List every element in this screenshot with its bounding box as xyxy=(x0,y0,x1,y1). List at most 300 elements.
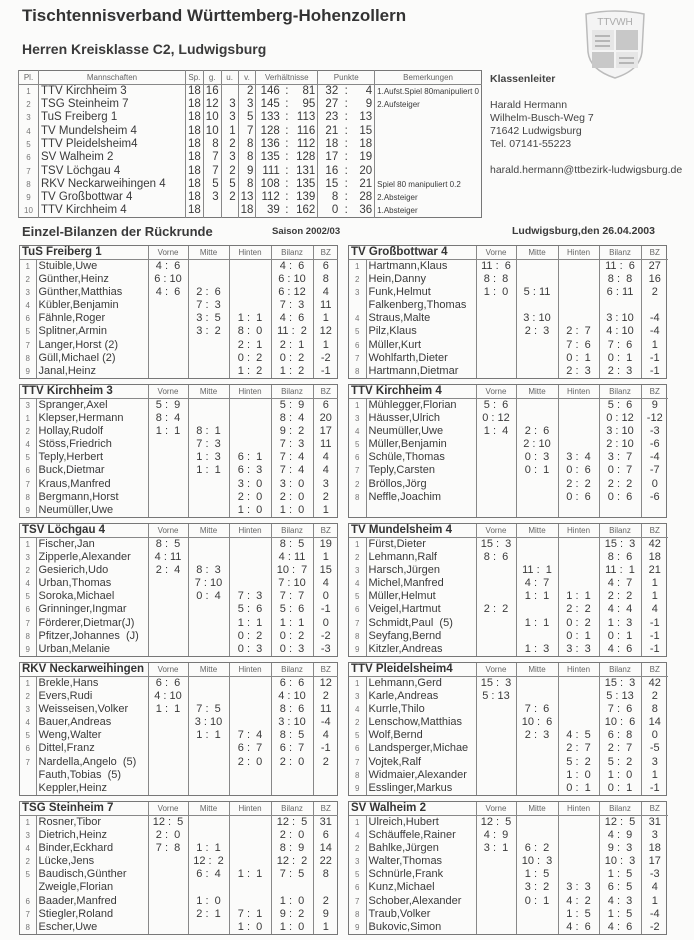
bz-value: 17 xyxy=(313,425,338,438)
score-bilanz: 6 : 10 xyxy=(271,273,313,286)
player-name: Lücke,Jens xyxy=(36,855,148,868)
score-hinten: 6 : 3 xyxy=(229,464,271,477)
score-mitte xyxy=(188,616,229,629)
score-vorne: 4 : 10 xyxy=(148,690,188,703)
score-bilanz: 0 : 1 xyxy=(599,782,641,795)
stat-sp: 18 xyxy=(186,111,204,124)
player-number xyxy=(20,881,36,894)
team-header-row xyxy=(349,524,668,538)
season-label: Saison 2002/03 xyxy=(272,226,341,237)
ratio-separator: : xyxy=(285,98,289,111)
score-vorne xyxy=(476,438,516,451)
player-name: Hartmann,Klaus xyxy=(366,260,476,274)
player-number: 3 xyxy=(25,705,30,715)
bz-value: -1 xyxy=(313,742,338,755)
stat-sp: 18 xyxy=(186,178,204,191)
player-row xyxy=(349,425,668,438)
team-name: TV Großbottwar 4 xyxy=(39,191,186,204)
player-name: Widmaier,Alexander xyxy=(366,769,476,782)
player-name: Kunz,Michael xyxy=(366,881,476,894)
score-bilanz: 4 : 6 xyxy=(271,260,313,274)
player-number: 7 xyxy=(355,896,360,906)
score-mitte xyxy=(516,338,558,351)
score-vorne xyxy=(476,703,516,716)
player-row xyxy=(20,577,338,590)
score-bilanz: 0 : 6 xyxy=(599,491,641,504)
score-hinten xyxy=(558,816,599,830)
column-header-bz: BZ xyxy=(641,524,668,538)
ratio-won: 146 xyxy=(256,85,282,99)
ratio-won: 111 xyxy=(256,164,282,177)
column-header-hinten: Hinten xyxy=(229,802,271,816)
column-header-mitte: Mitte xyxy=(188,246,229,260)
score-bilanz: 7 : 10 xyxy=(271,577,313,590)
score-bilanz: 7 : 6 xyxy=(599,703,641,716)
column-header-hinten: Hinten xyxy=(229,385,271,399)
bz-value: -3 xyxy=(641,425,668,438)
player-name: Karle,Andreas xyxy=(366,690,476,703)
team-name: SV Walheim 2 xyxy=(349,802,476,816)
player-number: 3 xyxy=(25,831,30,841)
stat-g: 7 xyxy=(203,151,221,164)
player-name: Neumüller,Uwe xyxy=(36,504,148,517)
column-header-bz: BZ xyxy=(313,802,338,816)
place: 5 xyxy=(19,138,39,151)
player-name: Walter,Thomas xyxy=(366,855,476,868)
score-hinten xyxy=(229,273,271,286)
player-name: Zipperle,Alexander xyxy=(36,551,148,564)
bz-value: 1 xyxy=(313,504,338,517)
bz-value: -1 xyxy=(641,782,668,795)
bz-value: 11 xyxy=(313,299,338,312)
score-mitte: 2 : 6 xyxy=(516,425,558,438)
player-row xyxy=(349,881,668,894)
column-header-mitte: Mitte xyxy=(516,663,558,677)
bz-value: -1 xyxy=(313,365,338,378)
bz-value: -7 xyxy=(641,464,668,477)
column-header-bilanz: Bilanz xyxy=(599,385,641,399)
player-number: 6 xyxy=(355,340,360,350)
contact-name: Harald Hermann xyxy=(490,99,568,111)
player-name: Bukovic,Simon xyxy=(366,921,476,934)
stat-sp: 18 xyxy=(186,191,204,204)
score-hinten xyxy=(558,504,599,517)
player-row xyxy=(20,881,338,894)
ratio-lost: 113 xyxy=(296,111,316,124)
player-name: Escher,Uwe xyxy=(36,921,148,934)
player-number: 6 xyxy=(25,605,30,615)
player-number: 7 xyxy=(355,618,360,628)
player-name: Förderer,Dietmar(J) xyxy=(36,616,148,629)
player-row xyxy=(20,643,338,656)
score-vorne xyxy=(148,325,188,338)
player-row xyxy=(349,464,668,477)
stat-v: 7 xyxy=(238,125,256,138)
player-name: Lenschow,Matthias xyxy=(366,716,476,729)
score-hinten: 1 : 1 xyxy=(229,312,271,325)
bz-value: 14 xyxy=(641,716,668,729)
player-number: 5 xyxy=(25,592,30,602)
score-mitte xyxy=(516,538,558,552)
points-won: 16 xyxy=(318,164,340,177)
team-name: TSV Löchgau 4 xyxy=(39,164,186,177)
score-bilanz: 9 : 2 xyxy=(271,908,313,921)
score-hinten xyxy=(229,577,271,590)
player-name: Fauth,Tobias (5) xyxy=(36,769,148,782)
ratio-lost: 112 xyxy=(296,138,316,151)
player-name: Pilz,Klaus xyxy=(366,325,476,338)
score-bilanz: 3 : 10 xyxy=(599,425,641,438)
score-bilanz: 7 : 7 xyxy=(271,590,313,603)
bz-value: 11 xyxy=(313,438,338,451)
score-mitte: 10 : 6 xyxy=(516,716,558,729)
stat-u: 1 xyxy=(221,125,238,138)
player-row xyxy=(349,564,668,577)
player-row xyxy=(349,908,668,921)
player-row xyxy=(20,590,338,603)
score-vorne: 6 : 6 xyxy=(148,677,188,691)
player-row xyxy=(349,816,668,830)
score-bilanz: 2 : 0 xyxy=(271,829,313,842)
score-vorne xyxy=(476,352,516,365)
bz-value: -2 xyxy=(313,630,338,643)
points-won: 27 xyxy=(318,98,340,111)
score-mitte: 2 : 3 xyxy=(516,729,558,742)
score-bilanz: 6 : 5 xyxy=(599,881,641,894)
remark: Spiel 80 manipuliert 0.2 xyxy=(375,178,482,191)
score-mitte xyxy=(516,921,558,934)
bz-value: 12 xyxy=(313,677,338,691)
score-hinten: 0 : 6 xyxy=(558,491,599,504)
column-header-vorne: Vorne xyxy=(476,802,516,816)
stat-sp: 18 xyxy=(186,204,204,218)
player-number: 7 xyxy=(355,466,360,476)
score-bilanz: 0 : 1 xyxy=(599,630,641,643)
column-header-bz: BZ xyxy=(313,385,338,399)
bz-value: 0 xyxy=(313,616,338,629)
score-vorne xyxy=(148,755,188,768)
score-hinten: 2 : 7 xyxy=(558,325,599,338)
player-row xyxy=(20,703,338,716)
points-won: 21 xyxy=(318,125,340,138)
score-hinten xyxy=(229,425,271,438)
stat-v: 2 xyxy=(238,85,256,99)
score-hinten xyxy=(229,677,271,691)
player-name: Soroka,Michael xyxy=(36,590,148,603)
player-row xyxy=(349,538,668,552)
score-hinten xyxy=(229,782,271,795)
score-mitte xyxy=(188,365,229,378)
team-name: TTV Pleidelsheim4 xyxy=(39,138,186,151)
score-bilanz: 7 : 6 xyxy=(599,338,641,351)
score-vorne xyxy=(476,630,516,643)
contact-phone: Tel. 07141-55223 xyxy=(490,138,572,150)
bz-value: -4 xyxy=(641,312,668,325)
score-bilanz: 3 : 10 xyxy=(599,312,641,325)
player-row xyxy=(20,829,338,842)
player-row xyxy=(20,729,338,742)
bz-value: 17 xyxy=(641,855,668,868)
ratio-lost: 139 xyxy=(296,191,316,204)
team-name: TTV Kirchheim 3 xyxy=(20,385,148,399)
score-hinten xyxy=(558,703,599,716)
player-name: Lehmann,Gerd xyxy=(366,677,476,691)
score-mitte xyxy=(188,690,229,703)
score-hinten xyxy=(558,829,599,842)
bz-value: 1 xyxy=(641,577,668,590)
score-mitte xyxy=(188,816,229,830)
column-header-hinten: Hinten xyxy=(558,802,599,816)
player-number: 1 xyxy=(355,679,360,688)
player-name: Schäuffele,Rainer xyxy=(366,829,476,842)
score-vorne xyxy=(476,590,516,603)
bz-value: -1 xyxy=(641,365,668,378)
score-mitte: 7 : 10 xyxy=(188,577,229,590)
bz-value: 42 xyxy=(641,677,668,691)
column-header-bilanz: Bilanz xyxy=(599,663,641,677)
column-header-mitte: Mitte xyxy=(188,385,229,399)
player-number: 6 xyxy=(25,314,30,324)
team-header-row xyxy=(349,802,668,816)
player-row xyxy=(349,677,668,691)
score-vorne xyxy=(148,352,188,365)
score-vorne: 2 : 2 xyxy=(476,603,516,616)
player-row xyxy=(20,451,338,464)
score-vorne xyxy=(148,894,188,907)
ratio-separator: : xyxy=(285,191,289,204)
player-number: 4 xyxy=(355,579,360,589)
score-hinten xyxy=(558,286,599,299)
standings-row xyxy=(19,138,482,151)
score-bilanz: 1 : 0 xyxy=(271,504,313,517)
score-vorne: 0 : 12 xyxy=(476,412,516,425)
ratio-won: 136 xyxy=(256,138,282,151)
player-name: Traub,Volker xyxy=(366,908,476,921)
ratio-separator: : xyxy=(285,204,289,217)
score-hinten xyxy=(229,716,271,729)
player-name: Weisseisen,Volker xyxy=(36,703,148,716)
score-hinten xyxy=(558,438,599,451)
ratio-separator: : xyxy=(285,124,289,137)
player-name: Günther,Heinz xyxy=(36,273,148,286)
score-bilanz: 3 : 0 xyxy=(271,477,313,490)
stat-g: 3 xyxy=(203,191,221,204)
player-row xyxy=(20,816,338,830)
score-mitte: 1 : 5 xyxy=(516,868,558,881)
stat-v: 5 xyxy=(238,111,256,124)
remark xyxy=(375,164,482,177)
bz-value: -2 xyxy=(313,352,338,365)
player-row xyxy=(349,643,668,656)
player-name: Günther,Matthias xyxy=(36,286,148,299)
score-bilanz: 7 : 5 xyxy=(271,868,313,881)
player-name: Harsch,Jürgen xyxy=(366,564,476,577)
standings-row xyxy=(19,98,482,111)
score-vorne: 5 : 6 xyxy=(476,399,516,413)
score-hinten: 6 : 7 xyxy=(229,742,271,755)
score-mitte xyxy=(188,677,229,691)
date-label: Ludwigsburg,den 26.04.2003 xyxy=(512,225,655,237)
score-vorne: 3 : 1 xyxy=(476,842,516,855)
stat-g: 12 xyxy=(203,98,221,111)
score-hinten xyxy=(229,855,271,868)
score-hinten xyxy=(229,438,271,451)
score-mitte xyxy=(516,677,558,691)
points-separator: : xyxy=(344,98,348,111)
bz-value: 0 xyxy=(313,590,338,603)
player-number: 1 xyxy=(355,262,360,271)
score-bilanz: 2 : 2 xyxy=(599,590,641,603)
player-row xyxy=(349,273,668,286)
place: 7 xyxy=(19,164,39,177)
score-vorne xyxy=(476,921,516,934)
score-vorne xyxy=(476,894,516,907)
place: 1 xyxy=(19,85,39,99)
player-name: Stöss,Friedrich xyxy=(36,438,148,451)
score-hinten: 3 : 0 xyxy=(229,477,271,490)
score-vorne: 6 : 10 xyxy=(148,273,188,286)
score-hinten xyxy=(229,769,271,782)
score-vorne: 8 : 8 xyxy=(476,273,516,286)
column-header-mitte: Mitte xyxy=(516,246,558,260)
score-hinten: 1 : 0 xyxy=(558,769,599,782)
page-title: Tischtennisverband Württemberg-Hohenzollern xyxy=(22,6,407,25)
points-won: 17 xyxy=(318,151,340,164)
score-bilanz: 10 : 7 xyxy=(271,564,313,577)
player-number: 4 xyxy=(25,301,30,311)
score-bilanz: 7 : 4 xyxy=(271,451,313,464)
column-header-bz: BZ xyxy=(313,524,338,538)
player-row xyxy=(20,690,338,703)
player-number xyxy=(20,769,36,782)
points-lost: 36 xyxy=(359,204,373,217)
remark: 1.Absteiger xyxy=(375,204,482,218)
player-name: Häusser,Ulrich xyxy=(366,412,476,425)
score-mitte: 5 : 11 xyxy=(516,286,558,299)
player-row xyxy=(20,842,338,855)
ttvwh-logo-icon xyxy=(582,8,648,80)
team-header-row xyxy=(349,246,668,260)
points-lost: 4 xyxy=(365,85,373,97)
score-vorne xyxy=(148,729,188,742)
score-hinten xyxy=(229,842,271,855)
bz-value: -1 xyxy=(641,352,668,365)
player-number: 8 xyxy=(355,770,360,780)
score-hinten xyxy=(558,677,599,691)
ratio-won: 39 xyxy=(256,204,282,218)
bz-value: 2 xyxy=(641,690,668,703)
score-vorne xyxy=(148,616,188,629)
column-header-bilanz: Bilanz xyxy=(271,385,313,399)
player-number: 2 xyxy=(355,479,360,489)
score-hinten: 3 : 3 xyxy=(558,881,599,894)
score-mitte xyxy=(188,260,229,274)
score-vorne xyxy=(476,616,516,629)
player-row xyxy=(349,842,668,855)
player-number: 4 xyxy=(355,314,360,324)
score-mitte: 6 : 2 xyxy=(516,842,558,855)
score-bilanz: 2 : 7 xyxy=(599,742,641,755)
points-won: 32 xyxy=(318,85,340,99)
player-row xyxy=(20,855,338,868)
ratio-lost: 116 xyxy=(296,124,316,137)
score-hinten xyxy=(229,551,271,564)
score-bilanz: 10 : 6 xyxy=(599,716,641,729)
score-vorne xyxy=(148,464,188,477)
score-mitte: 12 : 2 xyxy=(188,855,229,868)
score-mitte: 1 : 1 xyxy=(188,842,229,855)
player-row xyxy=(349,829,668,842)
score-vorne xyxy=(476,769,516,782)
score-bilanz: 2 : 0 xyxy=(271,755,313,768)
bz-value: 2 xyxy=(313,755,338,768)
bz-value: -6 xyxy=(641,491,668,504)
score-bilanz: 12 : 2 xyxy=(271,855,313,868)
player-number: 7 xyxy=(25,340,30,350)
column-header-bz: BZ xyxy=(641,385,668,399)
score-hinten xyxy=(229,299,271,312)
score-mitte: 7 : 6 xyxy=(516,703,558,716)
score-mitte xyxy=(188,352,229,365)
standings-row xyxy=(19,85,482,99)
score-hinten: 8 : 0 xyxy=(229,325,271,338)
score-mitte: 0 : 1 xyxy=(516,464,558,477)
stat-v: 8 xyxy=(238,178,256,191)
points-won: 8 xyxy=(318,191,340,204)
contact-email-link[interactable]: harald.hermann@ttbezirk-ludwigsburg.de xyxy=(490,164,683,176)
player-number: 9 xyxy=(25,644,30,654)
player-number: 5 xyxy=(25,731,30,741)
player-row xyxy=(20,352,338,365)
team-header-row xyxy=(349,385,668,399)
score-bilanz: 11 : 2 xyxy=(271,325,313,338)
player-name: Hartmann,Dietmar xyxy=(366,365,476,378)
score-vorne xyxy=(476,464,516,477)
player-number: 5 xyxy=(25,453,30,463)
points-lost: 9 xyxy=(365,98,373,111)
player-number: 2 xyxy=(25,692,30,702)
player-number: 3 xyxy=(25,553,30,563)
score-vorne: 5 : 13 xyxy=(476,690,516,703)
score-bilanz: 5 : 13 xyxy=(599,690,641,703)
player-number: 3 xyxy=(25,401,30,410)
player-row xyxy=(20,325,338,338)
score-bilanz: 5 : 6 xyxy=(599,399,641,413)
score-hinten: 0 : 2 xyxy=(229,630,271,643)
score-vorne xyxy=(476,742,516,755)
player-number: 6 xyxy=(355,453,360,463)
score-bilanz: 7 : 3 xyxy=(271,299,313,312)
score-hinten xyxy=(558,855,599,868)
team-block xyxy=(348,801,667,935)
column-header-bilanz: Bilanz xyxy=(599,802,641,816)
player-number: 5 xyxy=(355,327,360,337)
score-mitte xyxy=(188,755,229,768)
player-name xyxy=(366,504,476,517)
ratio-won: 128 xyxy=(256,125,282,138)
score-vorne xyxy=(476,643,516,656)
bz-value: 16 xyxy=(641,273,668,286)
score-mitte: 1 : 1 xyxy=(188,464,229,477)
score-mitte xyxy=(516,782,558,795)
player-number: 5 xyxy=(355,440,360,450)
standings-row xyxy=(19,204,482,218)
bz-value: -4 xyxy=(641,451,668,464)
score-mitte xyxy=(516,769,558,782)
stat-u: 5 xyxy=(221,178,238,191)
score-vorne xyxy=(148,630,188,643)
bz-value: 8 xyxy=(313,868,338,881)
